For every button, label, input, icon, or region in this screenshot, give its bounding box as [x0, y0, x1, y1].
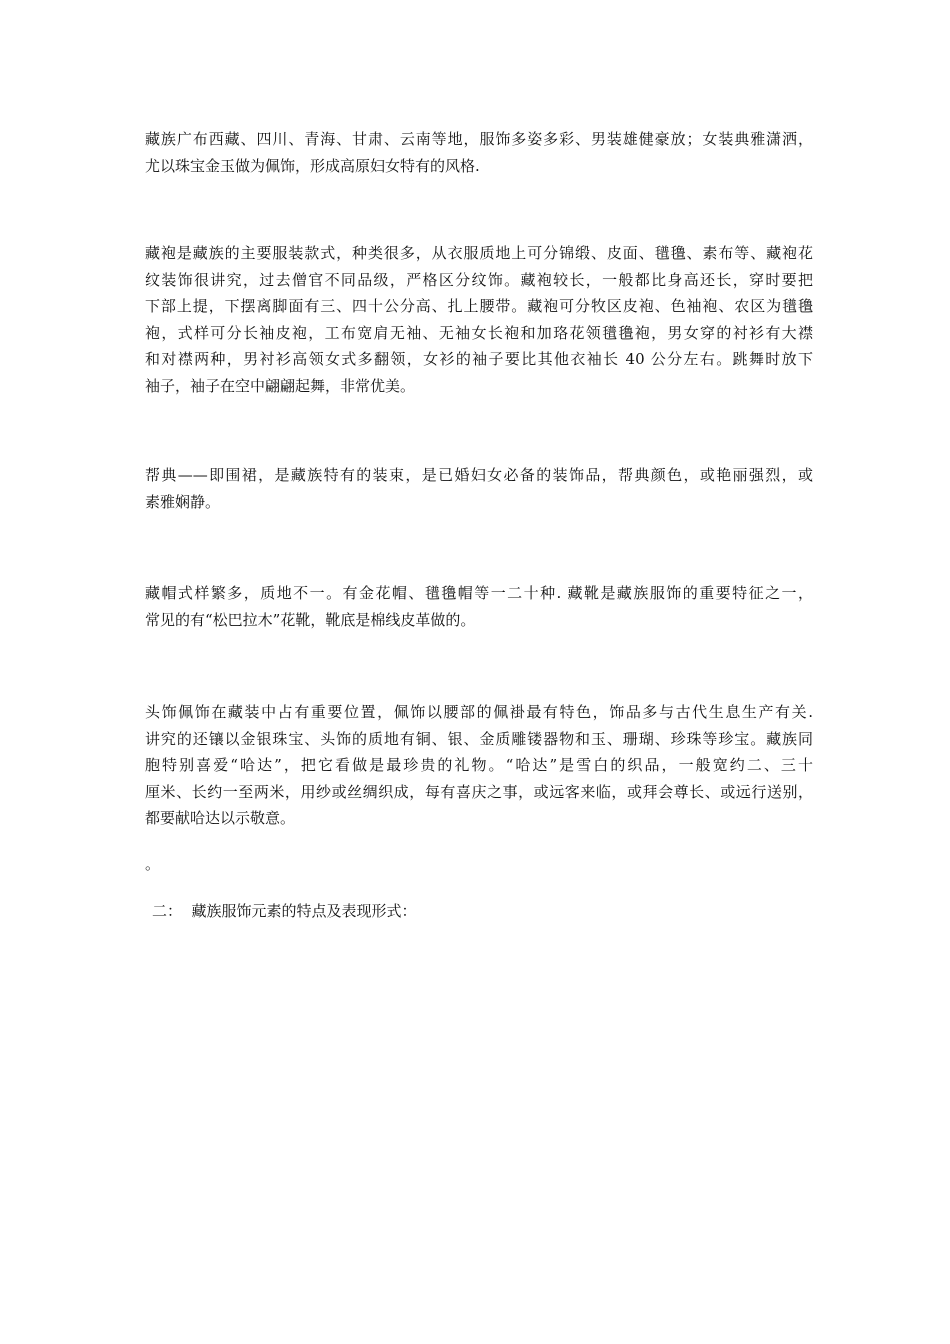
text-line: 素雅娴静。 [145, 492, 221, 511]
text-line: 讲究的还镶以金银珠宝、头饰的质地有铜、银、金质雕镂器物和玉、珊瑚、珍珠等珍宝。藏族同 [145, 729, 813, 748]
text-line: 帮典——即围裙，是藏族特有的装束，是已婚妇女必备的装饰品，帮典颜色，或艳丽强烈，或 [145, 466, 813, 484]
paragraph-hats-boots [145, 580, 813, 633]
text-line: 袖子，袖子在空中翩翩起舞，非常优美。 [145, 376, 416, 395]
text-line: 尤以珠宝金玉做为佩饰，形成高原妇女特有的风格. [145, 156, 480, 175]
text-line: 都要献哈达以示敬意。 [145, 809, 296, 827]
paragraph-tibetan-robe [145, 240, 813, 399]
text-line: 和对襟两种，男衬衫高领女式多翻领，女衫的袖子要比其他衣袖长 40 公分左右。跳舞时放下 [145, 350, 813, 368]
text-line: 常见的有“松巴拉木”花靴，靴底是棉线皮革做的。 [145, 610, 476, 629]
text-line: 纹装饰很讲究，过去僧官不同品级，严格区分纹饰。藏袍较长，一般都比身高还长，穿时要把 [145, 270, 813, 289]
section-heading-text: 二： 藏族服饰元素的特点及表现形式： [152, 902, 417, 920]
text-line: 藏族广布西藏、四川、青海、甘肃、云南等地，服饰多姿多彩、男装雄健豪放；女装典雅潇洒， [145, 130, 813, 148]
paragraph-apron [145, 462, 813, 515]
text-line: 。 [145, 855, 161, 873]
text-line: 胞特别喜爱“哈达”，把它看做是最珍贵的礼物。“哈达”是雪白的织品，一般宽约二、三十 [145, 756, 813, 774]
text-line: 下部上提，下摆离脚面有三、四十公分高、扎上腰带。藏袍可分牧区皮袍、色袖袍、农区为氆氇 [145, 297, 813, 315]
paragraph-period [145, 851, 813, 878]
text-line: 藏帽式样繁多，质地不一。有金花帽、氆氇帽等一二十种. 藏靴是藏族服饰的重要特征之一， [145, 584, 813, 602]
section-heading [152, 898, 820, 925]
text-line: 袍，式样可分长袖皮袍，工布宽肩无袖、无袖女长袍和加珞花领氆氇袍，男女穿的衬衫有大襟 [145, 323, 813, 342]
paragraph-overview [145, 126, 813, 179]
text-line: 头饰佩饰在藏装中占有重要位置，佩饰以腰部的佩褂最有特色，饰品多与古代生息生产有关. [145, 703, 813, 721]
text-line: 藏袍是藏族的主要服装款式，种类很多，从衣服质地上可分锦缎、皮面、氆氇、素布等、藏袍花 [145, 244, 813, 262]
paragraph-ornaments-hada [145, 699, 813, 832]
text-line: 厘米、长约一至两米，用纱或丝绸织成，每有喜庆之事，或远客来临，或拜会尊长、或远行送别， [145, 782, 813, 801]
